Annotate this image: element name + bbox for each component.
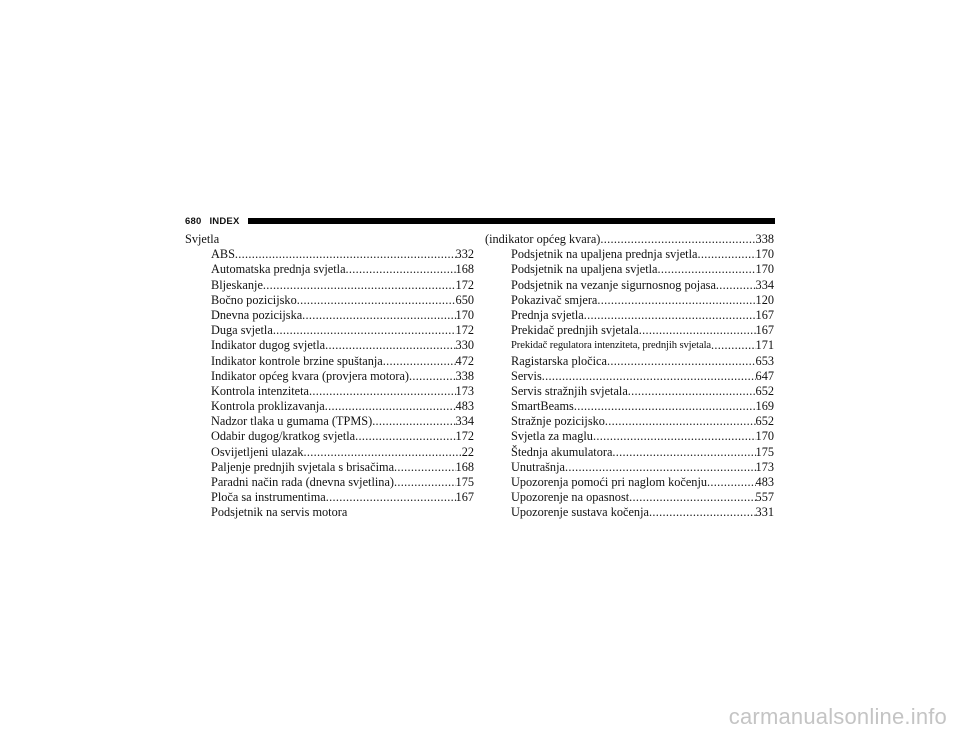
dot-leader [273,323,456,338]
entry-term: Paradni način rada (dnevna svjetlina) [211,475,395,489]
entry-term: Podsjetnik na upaljena prednja svjetla [511,247,698,262]
entry-page: 652 [755,383,774,398]
dot-leader [263,278,456,293]
index-entry [485,384,774,399]
entry-term: Kontrola proklizavanja [211,399,325,414]
entry-page: 332 [455,247,474,262]
entry-page: 167 [755,323,774,338]
dot-leader [409,369,456,384]
entry-page: 334 [455,414,474,429]
entry-page: 172 [455,429,474,444]
index-entry [185,293,474,308]
entry-term: Paljenje prednjih svjetala s brisačima [211,459,395,474]
dot-leader [658,262,756,277]
dot-leader [355,429,455,444]
entry-term: Indikator općeg kvara (provjera motora) [211,368,410,383]
entry-page: 170 [755,429,774,444]
entry-term: Prednja svjetla [511,307,584,322]
dot-leader [346,262,456,277]
entry-page: 171 [755,338,774,353]
dot-leader [628,384,756,399]
index-entry [185,262,474,277]
index-entry [485,369,774,384]
dot-leader [325,399,456,414]
entry-page: 175 [755,444,774,459]
entry-term: Ploča sa instrumentima [211,490,326,505]
page-header [185,213,775,229]
section-title: INDEX [209,215,240,227]
entry-term: Nadzor tlaka u gumama (TPMS) [211,414,373,429]
page-number: 680 [185,215,202,227]
watermark-text: carmanualsonline.info [728,704,947,729]
dot-leader [607,354,756,369]
entry-page: 483 [455,399,474,414]
index-entry [485,460,774,475]
index-entry [185,399,474,414]
entry-term: Podsjetnik na vezanje sigurnosnog pojasa [511,277,716,292]
entry-page: 170 [455,307,474,322]
entry-term: Upozorenje sustava kočenja [511,505,649,520]
index-entry [185,490,474,505]
dot-leader [711,338,756,353]
entry-page: 22 [461,444,474,459]
index-entry [185,247,474,262]
dot-leader [574,399,756,414]
index-entry [485,354,774,369]
entry-term: (indikator općeg kvara) [485,232,601,246]
entry-page: 173 [755,459,774,474]
dot-leader [394,475,456,490]
entry-page: 173 [455,383,474,398]
dot-leader [649,505,756,520]
dot-leader [629,490,755,505]
dot-leader [612,445,755,460]
dot-leader [297,293,456,308]
index-entry [185,354,474,369]
index-entry [185,308,474,323]
index-entry [185,429,474,444]
entry-term: Prekidač regulatora intenziteta, prednjih svjetala [511,340,712,352]
entry-term: ABS [211,247,235,262]
entry-term: Prekidač prednjih svjetala [511,323,639,338]
dot-leader [383,354,456,369]
index-column-right [485,232,774,521]
entry-term: Servis stražnjih svjetala [511,383,628,398]
entry-term: Svjetla za maglu [511,429,593,444]
index-entry [485,247,774,262]
entry-term: Automatska prednja svjetla [211,262,346,277]
entry-term: Duga svjetla [211,323,273,338]
dot-leader [600,232,755,247]
entry-page: 647 [755,368,774,383]
entry-term: Ragistarska pločica [511,353,607,368]
entry-term: Upozorenje na opasnost [511,490,630,505]
index-entry-continued [185,505,474,520]
entry-page: 472 [455,353,474,368]
dot-leader [394,460,456,475]
entry-page: 170 [755,262,774,277]
index-entry [185,460,474,475]
dot-leader [565,460,756,475]
index-column-left [185,232,474,521]
index-entry [185,475,474,490]
dot-leader [326,490,456,505]
dot-leader [302,308,455,323]
entry-term: Stražnje pozicijsko [511,414,605,429]
entry-page: 167 [455,490,474,505]
entry-page: 338 [755,232,774,246]
index-entry [485,323,774,338]
entry-term: Štednja akumulatora [511,444,613,459]
index-entry [185,414,474,429]
entry-term: Dnevna pozicijska [211,307,303,322]
entry-page: 650 [455,292,474,307]
entry-term: Upozorenja pomoći pri naglom kočenju [511,475,708,489]
index-entry [485,399,774,414]
entry-page: 167 [755,307,774,322]
index-entry [185,278,474,293]
dot-leader [639,323,756,338]
index-entry [185,369,474,384]
entry-page: 172 [455,323,474,338]
entry-page: 483 [755,475,774,489]
index-entry [185,323,474,338]
index-entry [485,308,774,323]
dot-leader [597,293,755,308]
dot-leader [304,445,462,460]
index-entry-continuation [485,232,774,247]
dot-leader [584,308,756,323]
index-entry [185,338,474,353]
entry-term: Indikator dugog svjetla [211,338,326,353]
dot-leader [605,414,756,429]
dot-leader [325,338,455,353]
entry-page: 168 [455,262,474,277]
entry-term: Servis [511,368,542,383]
entry-term: Pokazivač smjera [511,292,598,307]
entry-term: Odabir dugog/kratkog svjetla [211,429,356,444]
index-entry [485,429,774,444]
entry-page: 334 [755,277,774,292]
header-rule [248,218,776,224]
entry-term: Podsjetnik na servis motora [211,505,348,520]
index-entry [185,445,474,460]
entry-term: Indikator kontrole brzine spuštanja [211,353,383,368]
dot-leader [707,475,756,490]
index-entry [485,262,774,277]
dot-leader [542,369,756,384]
index-entry [185,384,474,399]
entry-term: Unutrašnja [511,459,565,474]
index-heading: Svjetla [185,232,220,246]
index-entry [485,490,774,505]
entry-page: 169 [755,399,774,414]
entry-term: Bočno pozicijsko [211,292,297,307]
entry-page: 170 [755,247,774,262]
index-entry [485,445,774,460]
dot-leader [372,414,455,429]
index-entry [485,505,774,520]
entry-term: Podsjetnik na upaljena svjetla [511,262,658,277]
entry-term: Osvijetljeni ulazak [211,444,304,459]
dot-leader [697,247,755,262]
entry-page: 172 [455,277,474,292]
entry-page: 652 [755,414,774,429]
entry-term: Kontrola intenziteta [211,383,309,398]
entry-term: SmartBeams [511,399,574,414]
index-entry [485,338,774,353]
dot-leader [235,247,456,262]
entry-page: 120 [755,292,774,307]
entry-term: Bljeskanje [211,277,263,292]
dot-leader [309,384,456,399]
index-entry [485,278,774,293]
entry-page: 168 [455,459,474,474]
entry-page: 338 [455,368,474,383]
entry-page: 331 [755,505,774,520]
entry-page: 330 [455,338,474,353]
index-entry [485,293,774,308]
entry-page: 653 [755,353,774,368]
index-entry [485,414,774,429]
dot-leader [716,278,756,293]
index-entry [485,475,774,490]
entry-page: 175 [455,475,474,489]
dot-leader [593,429,756,444]
entry-page: 557 [755,490,774,505]
